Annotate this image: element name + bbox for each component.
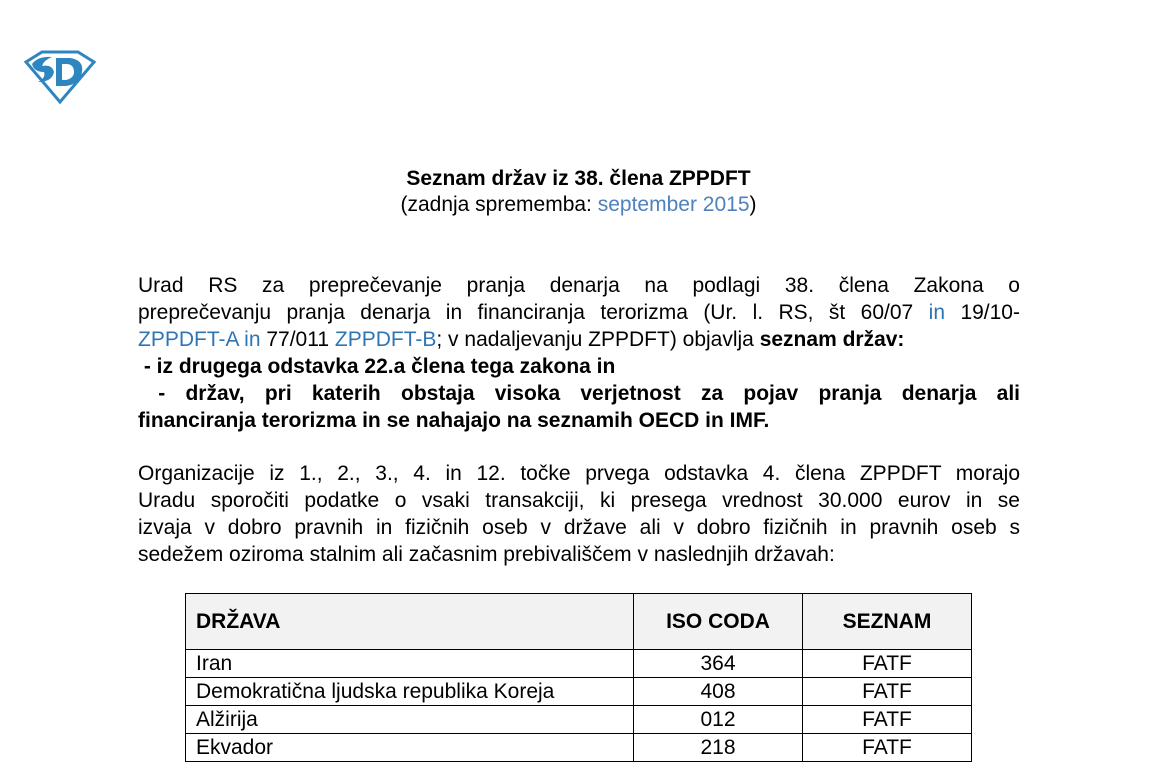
- amendment-link-a[interactable]: ZPPDFT-A in: [138, 328, 261, 351]
- iso-cell: 408: [634, 678, 803, 706]
- table-row: [186, 706, 972, 734]
- body-paragraph: [138, 460, 1020, 568]
- subtitle-prefix: (zadnja sprememba:: [400, 193, 598, 216]
- intro-line: [138, 326, 1020, 353]
- amendment-link[interactable]: in: [928, 301, 946, 324]
- intro-text: 77/011: [260, 328, 335, 351]
- body-line: izvaja v dobro pravnih in fizičnih oseb v države ali v dobro fizičnih in pravnih oseb s: [138, 516, 1020, 539]
- list-cell: FATF: [803, 678, 972, 706]
- country-cell: Ekvador: [186, 734, 634, 762]
- iso-cell: 012: [634, 706, 803, 734]
- column-header-list: SEZNAM: [803, 594, 972, 650]
- list-cell: FATF: [803, 706, 972, 734]
- intro-text: preprečevanju pranja denarja in financiranja terorizma (Ur. l. RS, št 60/07: [138, 301, 929, 324]
- country-table: [185, 593, 972, 762]
- document-subtitle: [0, 192, 1157, 218]
- country-cell: Alžirija: [186, 706, 634, 734]
- column-header-country: DRŽAVA: [186, 594, 634, 650]
- body-line: Uradu sporočiti podatke o vsaki transakciji, ki presega vrednost 30.000 eurov in se: [138, 489, 1020, 512]
- body-line: sedežem oziroma stalnim ali začasnim prebivališčem v naslednjih državah:: [138, 543, 835, 566]
- subtitle-suffix: ): [749, 193, 757, 216]
- country-cell: Demokratična ljudska republika Koreja: [186, 678, 634, 706]
- country-cell: Iran: [186, 650, 634, 678]
- intro-paragraph: [138, 272, 1020, 434]
- column-header-iso: ISO CODA: [634, 594, 803, 650]
- table-row: [186, 678, 972, 706]
- table-row: [186, 734, 972, 762]
- iso-cell: 364: [634, 650, 803, 678]
- table-header-row: [186, 594, 972, 650]
- bullet-item-continued: financiranja terorizma in se nahajajo na seznamih OECD in IMF.: [138, 409, 770, 432]
- intro-line: [138, 299, 1020, 326]
- bullet-item: - iz drugega odstavka 22.a člena tega zakona in: [138, 355, 616, 378]
- intro-bold: seznam držav:: [759, 328, 905, 351]
- iso-cell: 218: [634, 734, 803, 762]
- intro-line: Urad RS za preprečevanje pranja denarja na podlagi 38. člena Zakona o: [138, 274, 1020, 297]
- bullet-item: - držav, pri katerih obstaja visoka verjetnost za pojav pranja denarja ali: [138, 382, 1020, 405]
- table-row: [186, 650, 972, 678]
- organization-logo: [22, 48, 96, 104]
- intro-text: ; v nadaljevanju ZPPDFT) objavlja: [436, 328, 760, 351]
- revision-date: september 2015: [597, 193, 750, 216]
- amendment-link-b[interactable]: ZPPDFT-B: [334, 328, 437, 351]
- document-title: Seznam držav iz 38. člena ZPPDFT: [406, 167, 751, 190]
- list-cell: FATF: [803, 734, 972, 762]
- body-line: Organizacije iz 1., 2., 3., 4. in 12. točke prvega odstavka 4. člena ZPPDFT morajo: [138, 462, 1020, 485]
- intro-text: 19/10-: [945, 301, 1020, 324]
- list-cell: FATF: [803, 650, 972, 678]
